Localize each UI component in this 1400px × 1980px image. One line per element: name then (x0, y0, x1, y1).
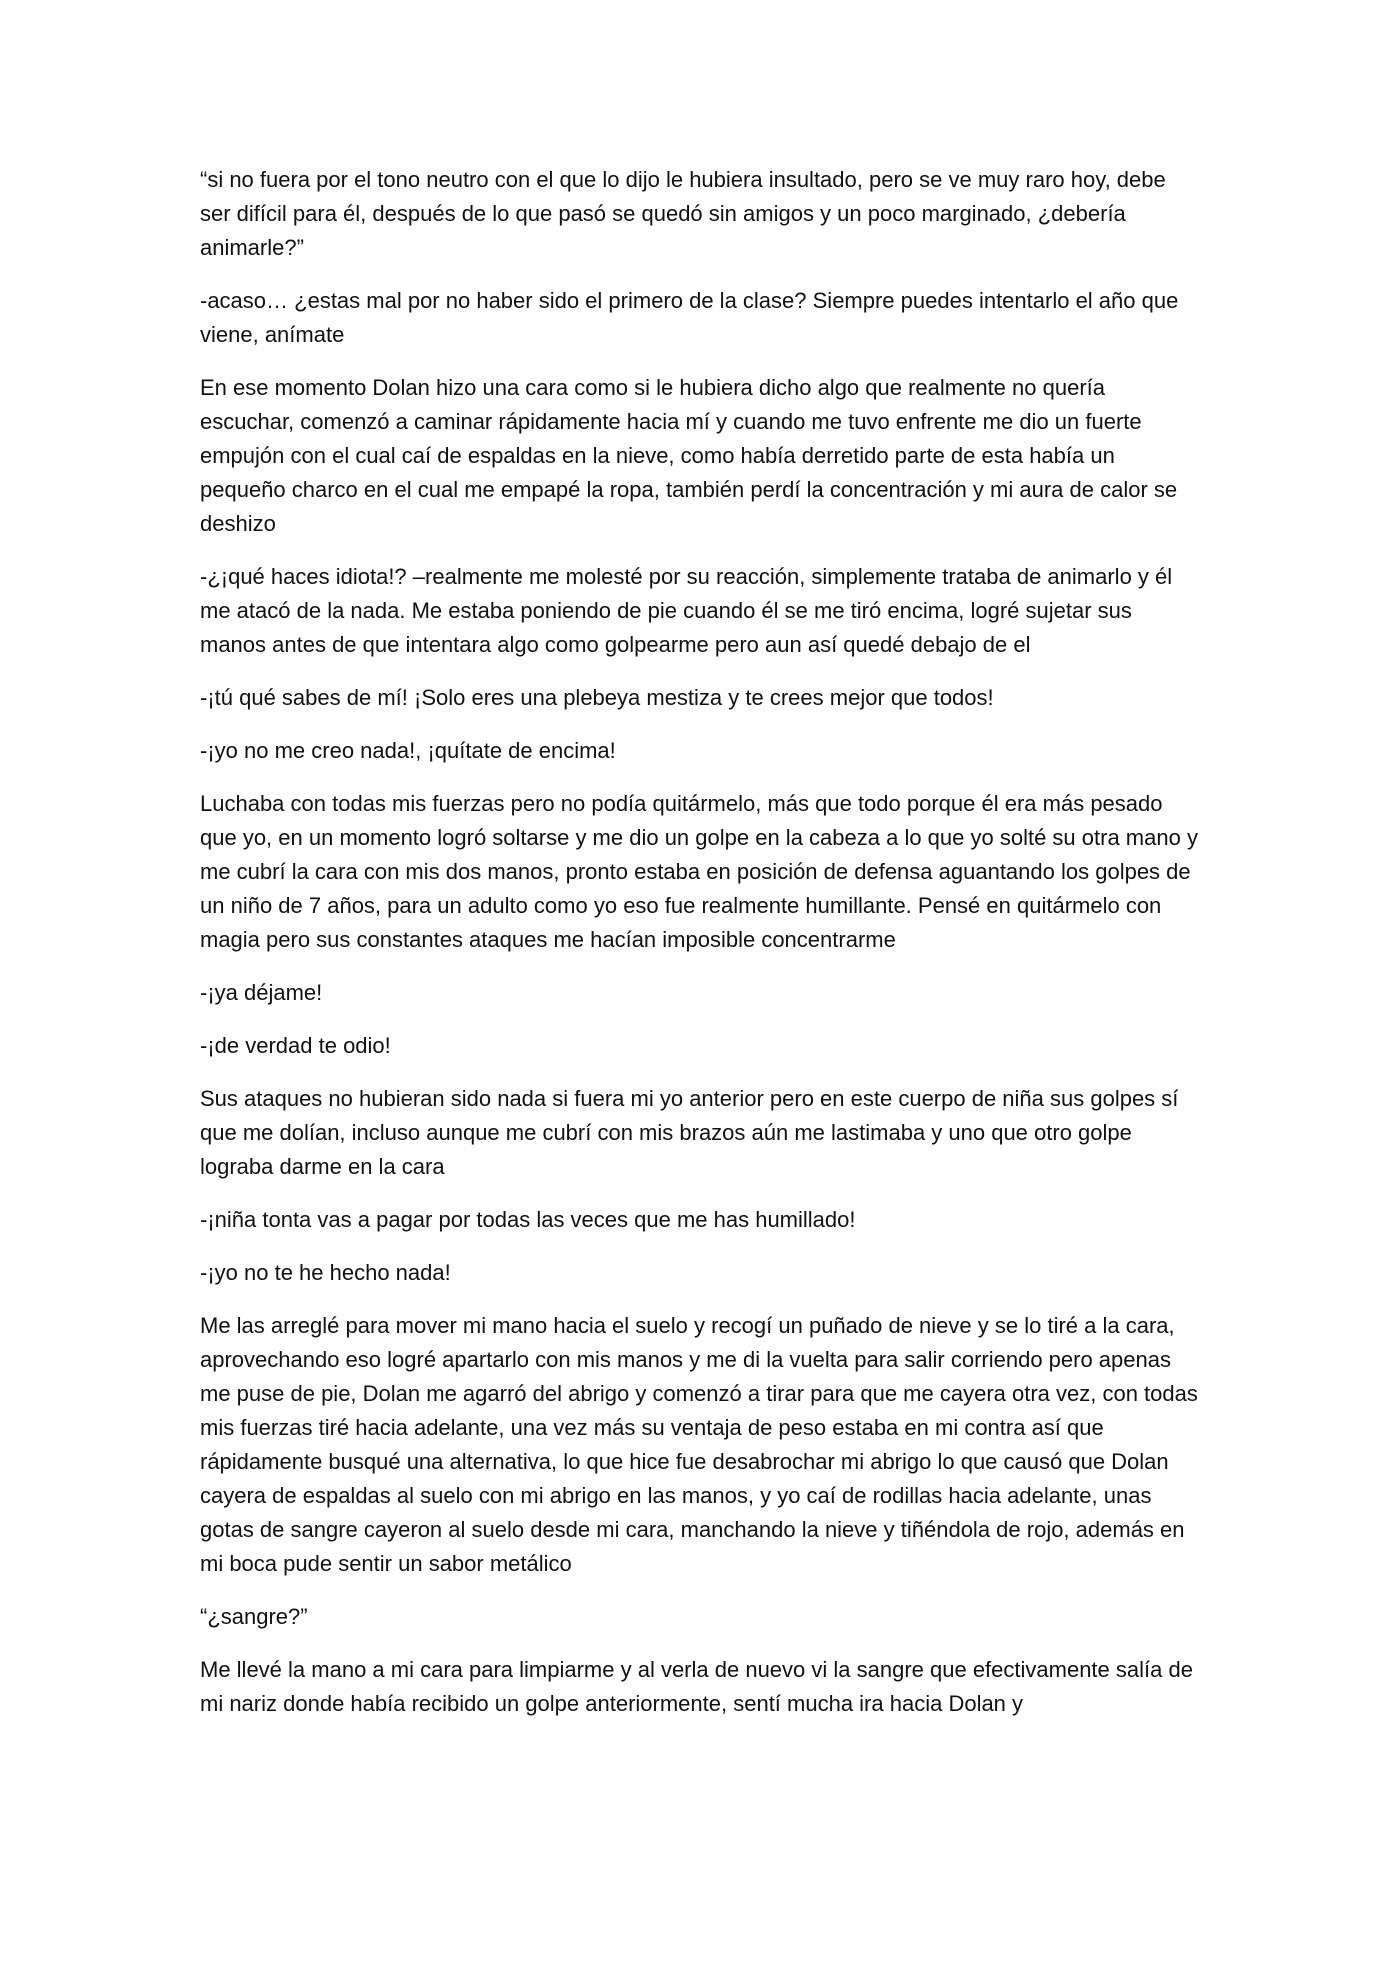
paragraph: -¿¡qué haces idiota!? –realmente me molesté por su reacción, simplemente trataba de animarlo y él me atacó de la nada. Me estaba poniendo de pie cuando él se me tiró encima, logré sujetar sus manos antes de que intentara algo como golpearme pero aun así quedé debajo de el (200, 564, 1173, 657)
paragraph: En ese momento Dolan hizo una cara como si le hubiera dicho algo que realmente no quería escuchar, comenzó a caminar rápidamente hacia mí y cuando me tuvo enfrente me dio un fuerte empujón con el cual caí de espaldas en la nieve, como había derretido parte de esta había un pequeño charco en el cual me empapé la ropa, también perdí la concentración y mi aura de calor se deshizo (200, 375, 1178, 536)
paragraph: -¡yo no te he hecho nada! (200, 1260, 451, 1285)
paragraph: Luchaba con todas mis fuerzas pero no podía quitármelo, más que todo porque él era más pesado que yo, en un momento logró soltarse y me dio un golpe en la cabeza a lo que yo solté su otra mano y me cubrí la cara con mis dos manos, pronto estaba en posición de defensa aguantando los golpes de un niño de 7 años, para un adulto como yo eso fue realmente humillante. Pensé en quitármelo con magia pero sus constantes ataques me hacían imposible concentrarme (200, 791, 1198, 952)
paragraph: -¡de verdad te odio! (200, 1033, 391, 1058)
paragraph: -¡tú qué sabes de mí! ¡Solo eres una plebeya mestiza y te crees mejor que todos! (200, 685, 994, 710)
paragraph: “¿sangre?” (200, 1604, 308, 1629)
paragraph: -acaso… ¿estas mal por no haber sido el primero de la clase? Siempre puedes intentarlo el año que viene, anímate (200, 288, 1179, 347)
paragraph: -¡niña tonta vas a pagar por todas las veces que me has humillado! (200, 1207, 856, 1232)
paragraph: “si no fuera por el tono neutro con el que lo dijo le hubiera insultado, pero se ve muy raro hoy, debe ser difícil para él, después de lo que pasó se quedó sin amigos y un poco marginado, ¿debería animarle?” (200, 167, 1166, 260)
paragraph: -¡ya déjame! (200, 980, 323, 1005)
paragraph: -¡yo no me creo nada!, ¡quítate de encima! (200, 738, 616, 763)
paragraph: Me llevé la mano a mi cara para limpiarme y al verla de nuevo vi la sangre que efectivamente salía de mi nariz donde había recibido un golpe anteriormente, sentí mucha ira hacia Dolan y (200, 1657, 1193, 1716)
paragraph: Sus ataques no hubieran sido nada si fuera mi yo anterior pero en este cuerpo de niña sus golpes sí que me dolían, incluso aunque me cubrí con mis brazos aún me lastimaba y uno que otro golpe lograba darme en la cara (200, 1086, 1179, 1179)
document-page (200, 163, 1200, 1740)
paragraph: Me las arreglé para mover mi mano hacia el suelo y recogí un puñado de nieve y se lo tiré a la cara, aprovechando eso logré apartarlo con mis manos y me di la vuelta para salir corriendo pero apenas me puse de pie, Dolan me agarró del abrigo y comenzó a tirar para que me cayera otra vez, con todas mis fuerzas tiré hacia adelante, una vez más su ventaja de peso estaba en mi contra así que rápidamente busqué una alternativa, lo que hice fue desabrochar mi abrigo lo que causó que Dolan cayera de espaldas al suelo con mi abrigo en las manos, y yo caí de rodillas hacia adelante, unas gotas de sangre cayeron al suelo desde mi cara, manchando la nieve y tiñéndola de rojo, además en mi boca pude sentir un sabor metálico (200, 1313, 1198, 1576)
